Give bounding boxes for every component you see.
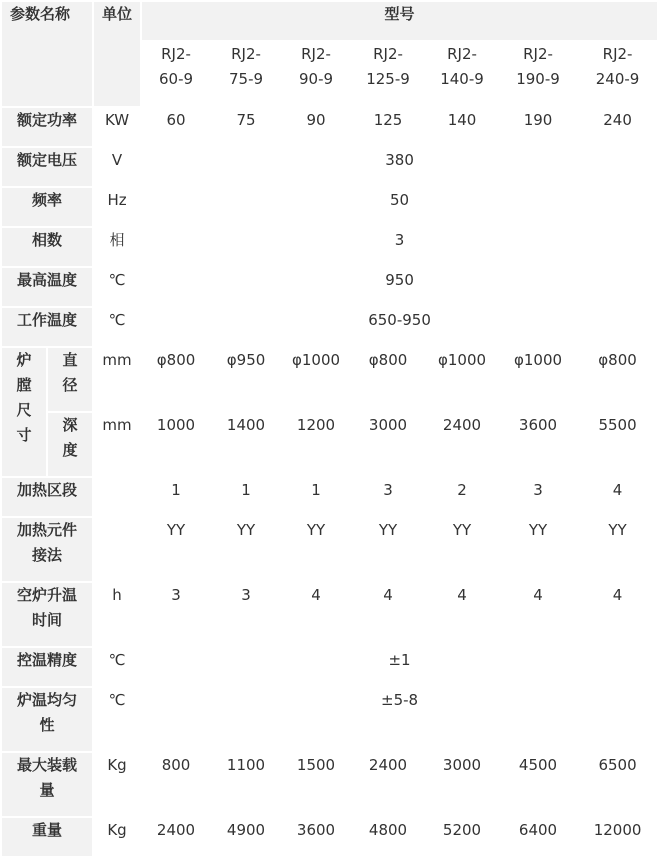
table-row — [1, 582, 657, 647]
model-header-cell: RJ2- 125-9 — [351, 41, 425, 107]
table-row — [1, 347, 657, 412]
table-cell: φ800 — [577, 347, 657, 412]
table-row — [1, 517, 657, 582]
row-unit-max_load: Kg — [93, 752, 141, 817]
row-label-phase: 相数 — [1, 227, 93, 267]
table-row — [1, 267, 657, 307]
row-label-power: 额定功率 — [1, 107, 93, 147]
table-row — [1, 752, 657, 817]
row-unit-uniformity: ℃ — [93, 687, 141, 752]
model-header-cell: RJ2- 60-9 — [141, 41, 211, 107]
row-label-work_temp: 工作温度 — [1, 307, 93, 347]
model-header-cell: RJ2- 140-9 — [425, 41, 499, 107]
table-cell: φ1000 — [425, 347, 499, 412]
table-cell: 1 — [211, 477, 281, 517]
table-cell: 3 — [211, 582, 281, 647]
row-value-voltage: 380 — [141, 147, 657, 187]
table-cell: 4 — [577, 582, 657, 647]
table-cell: 5200 — [425, 817, 499, 857]
table-cell: 1100 — [211, 752, 281, 817]
table-cell: 1500 — [281, 752, 351, 817]
table-cell: φ950 — [211, 347, 281, 412]
table-row — [1, 227, 657, 267]
table-cell: 190 — [499, 107, 577, 147]
row-value-phase: 3 — [141, 227, 657, 267]
row-label-accuracy: 控温精度 — [1, 647, 93, 687]
row-unit-zones — [93, 477, 141, 517]
table-cell: 75 — [211, 107, 281, 147]
table-row — [1, 412, 657, 477]
table-cell: 140 — [425, 107, 499, 147]
table-row — [1, 307, 657, 347]
row-value-uniformity: ±5-8 — [141, 687, 657, 752]
table-cell: 800 — [141, 752, 211, 817]
table-cell: 4800 — [351, 817, 425, 857]
table-cell: 4 — [577, 477, 657, 517]
table-cell: 240 — [577, 107, 657, 147]
table-cell: 6500 — [577, 752, 657, 817]
table-row — [1, 107, 657, 147]
header-param-name: 参数名称 — [1, 1, 93, 107]
table-cell: 1 — [281, 477, 351, 517]
row-label-max_load: 最大装载 量 — [1, 752, 93, 817]
table-cell: 125 — [351, 107, 425, 147]
table-cell: 3600 — [499, 412, 577, 477]
table-cell: 1 — [141, 477, 211, 517]
table-cell: YY — [425, 517, 499, 582]
row-label-depth: 深 度 — [47, 412, 93, 477]
table-cell: 4 — [499, 582, 577, 647]
row-label-max_temp: 最高温度 — [1, 267, 93, 307]
row-unit-max_temp: ℃ — [93, 267, 141, 307]
table-cell: 2400 — [351, 752, 425, 817]
table-row — [1, 187, 657, 227]
table-cell: YY — [211, 517, 281, 582]
table-cell: 3600 — [281, 817, 351, 857]
row-label-frequency: 频率 — [1, 187, 93, 227]
table-cell: 2 — [425, 477, 499, 517]
table-cell: 3 — [141, 582, 211, 647]
row-label-voltage: 额定电压 — [1, 147, 93, 187]
table-cell: φ1000 — [281, 347, 351, 412]
row-value-frequency: 50 — [141, 187, 657, 227]
row-unit-diameter: mm — [93, 347, 141, 412]
header-model: 型号 — [141, 1, 657, 41]
row-unit-depth: mm — [93, 412, 141, 477]
table-cell: φ800 — [141, 347, 211, 412]
row-label-chamber: 炉 膛 尺 寸 — [1, 347, 47, 477]
table-cell: φ1000 — [499, 347, 577, 412]
row-unit-power: KW — [93, 107, 141, 147]
table-cell: 2400 — [141, 817, 211, 857]
table-cell: 3000 — [425, 752, 499, 817]
row-value-work_temp: 650-950 — [141, 307, 657, 347]
model-header-cell: RJ2- 90-9 — [281, 41, 351, 107]
row-label-heatup: 空炉升温 时间 — [1, 582, 93, 647]
row-label-weight: 重量 — [1, 817, 93, 857]
row-label-uniformity: 炉温均匀 性 — [1, 687, 93, 752]
table-row — [1, 1, 657, 41]
table-cell: 1400 — [211, 412, 281, 477]
row-label-zones: 加热区段 — [1, 477, 93, 517]
table-cell: 4 — [425, 582, 499, 647]
row-unit-voltage: V — [93, 147, 141, 187]
row-label-connection: 加热元件 接法 — [1, 517, 93, 582]
table-cell: 3 — [499, 477, 577, 517]
table-cell: φ800 — [351, 347, 425, 412]
table-cell: 60 — [141, 107, 211, 147]
table-cell: 4900 — [211, 817, 281, 857]
model-header-cell: RJ2- 240-9 — [577, 41, 657, 107]
table-cell: YY — [281, 517, 351, 582]
table-row — [1, 477, 657, 517]
table-row — [1, 817, 657, 857]
row-unit-work_temp: ℃ — [93, 307, 141, 347]
table-cell: 3 — [351, 477, 425, 517]
row-unit-connection — [93, 517, 141, 582]
row-unit-heatup: h — [93, 582, 141, 647]
table-cell: 2400 — [425, 412, 499, 477]
table-cell: YY — [577, 517, 657, 582]
row-unit-weight: Kg — [93, 817, 141, 857]
table-cell: 4 — [351, 582, 425, 647]
table-row — [1, 687, 657, 752]
table-row — [1, 147, 657, 187]
row-unit-phase: 相 — [93, 227, 141, 267]
row-value-max_temp: 950 — [141, 267, 657, 307]
table-cell: 1200 — [281, 412, 351, 477]
row-label-diameter: 直 径 — [47, 347, 93, 412]
table-cell: 90 — [281, 107, 351, 147]
table-cell: 5500 — [577, 412, 657, 477]
table-cell: 3000 — [351, 412, 425, 477]
table-cell: 1000 — [141, 412, 211, 477]
model-header-cell: RJ2- 75-9 — [211, 41, 281, 107]
table-cell: 12000 — [577, 817, 657, 857]
row-unit-frequency: Hz — [93, 187, 141, 227]
header-unit: 单位 — [93, 1, 141, 107]
table-cell: YY — [499, 517, 577, 582]
table-cell: 4500 — [499, 752, 577, 817]
table-cell: YY — [141, 517, 211, 582]
row-value-accuracy: ±1 — [141, 647, 657, 687]
table-cell: 6400 — [499, 817, 577, 857]
table-row — [1, 647, 657, 687]
model-header-cell: RJ2- 190-9 — [499, 41, 577, 107]
table-cell: 4 — [281, 582, 351, 647]
row-unit-accuracy: ℃ — [93, 647, 141, 687]
table-cell: YY — [351, 517, 425, 582]
